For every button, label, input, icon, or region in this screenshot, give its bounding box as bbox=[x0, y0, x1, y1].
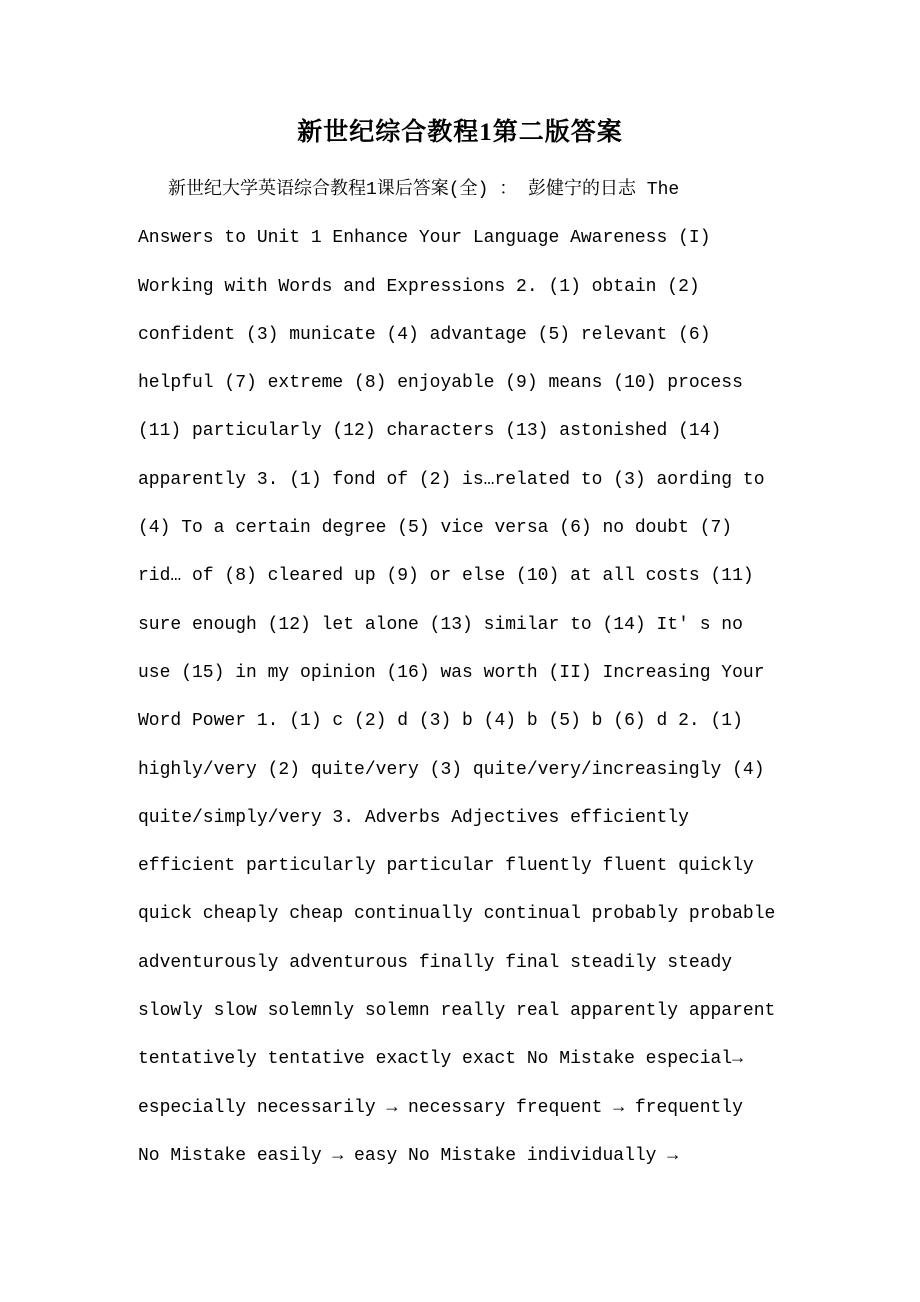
text-line: No Mistake easily → easy No Mistake individually → bbox=[138, 1145, 679, 1166]
text-line: especially necessarily → necessary frequent → frequently bbox=[138, 1097, 743, 1118]
text-line: Answers to Unit 1 Enhance Your Language Awareness (I) bbox=[138, 228, 711, 249]
body-text bbox=[138, 166, 798, 1180]
text-line: (4) To a certain degree (5) vice versa (6) no doubt (7) bbox=[138, 518, 733, 539]
text-line: tentatively tentative exactly exact No Mistake especial→ bbox=[138, 1049, 743, 1070]
text-line: use (15) in my opinion (16) was worth (II) Increasing Your bbox=[138, 662, 765, 683]
text-line: 新世纪大学英语综合教程1课后答案(全) ： 彭健宁的日志 The bbox=[168, 180, 680, 200]
text-line: efficient particularly particular fluently fluent quickly bbox=[138, 856, 754, 877]
text-line: (11) particularly (12) characters (13) astonished (14) bbox=[138, 421, 722, 442]
text-line: rid… of (8) cleared up (9) or else (10) at all costs (11) bbox=[138, 566, 754, 587]
page-title: 新世纪综合教程1第二版答案 bbox=[297, 119, 623, 146]
text-line: confident (3) municate (4) advantage (5) relevant (6) bbox=[138, 324, 711, 345]
text-line: highly/very (2) quite/very (3) quite/very/increasingly (4) bbox=[138, 759, 765, 780]
text-line: quite/simply/very 3. Adverbs Adjectives efficiently bbox=[138, 807, 689, 828]
text-line: apparently 3. (1) fond of (2) is…related to (3) aording to bbox=[138, 469, 765, 490]
text-line: helpful (7) extreme (8) enjoyable (9) means (10) process bbox=[138, 373, 743, 394]
text-line: slowly slow solemnly solemn really real apparently apparent bbox=[138, 1001, 776, 1022]
text-line: adventurously adventurous finally final steadily steady bbox=[138, 952, 733, 973]
text-line: Working with Words and Expressions 2. (1) obtain (2) bbox=[138, 276, 700, 297]
text-line: sure enough (12) let alone (13) similar to (14) It' s no bbox=[138, 614, 743, 635]
text-line: Word Power 1. (1) c (2) d (3) b (4) b (5) b (6) d 2. (1) bbox=[138, 711, 743, 732]
text-line: quick cheaply cheap continually continual probably probable bbox=[138, 904, 776, 925]
